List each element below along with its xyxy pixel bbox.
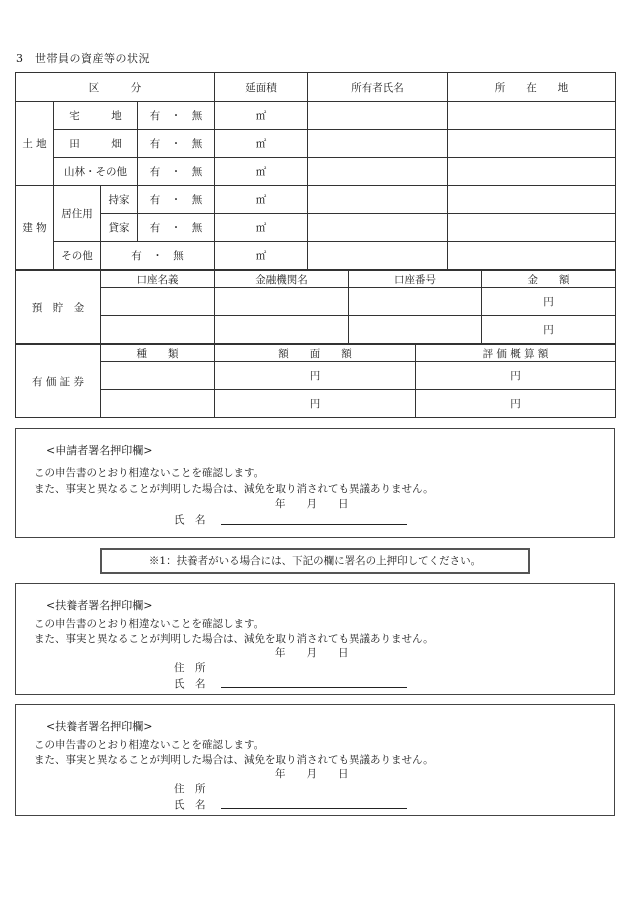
savings-table [15, 270, 616, 344]
building-label: 建 物 [16, 186, 54, 270]
supporter-signature-box [15, 704, 615, 816]
owner-cell[interactable] [308, 242, 448, 270]
section-title: 3 世帯員の資産等の状況 [16, 52, 150, 65]
area-unit: ㎡ [215, 214, 308, 242]
location-cell[interactable] [448, 186, 616, 214]
applicant-signature-box [15, 428, 615, 538]
name-input-line[interactable] [221, 808, 407, 809]
objection-text: また、事実と異なることが判明した場合は、減免を取り消されても異議ありません。 [34, 483, 434, 495]
date-field[interactable]: 年 月 日 [275, 647, 349, 659]
header-face-value: 額 面 額 [215, 345, 416, 362]
building-presence[interactable]: 有 ・ 無 [101, 242, 215, 270]
land-presence[interactable]: 有 ・ 無 [138, 130, 215, 158]
header-owner: 所有者氏名 [308, 73, 448, 102]
address-label: 住 所 [174, 662, 206, 674]
supporter-heading: <扶養者署名押印欄> [46, 599, 153, 612]
area-unit: ㎡ [215, 102, 308, 130]
header-valuation: 評 価 概 算 額 [416, 345, 616, 362]
building-type-other: その他 [54, 242, 101, 270]
supporter-signature-box [15, 583, 615, 695]
confirm-text: この申告書のとおり相違ないことを確認します。 [34, 618, 265, 630]
land-presence[interactable]: 有 ・ 無 [138, 102, 215, 130]
objection-text: また、事実と異なることが判明した場合は、減免を取り消されても異議ありません。 [34, 633, 434, 645]
building-presence[interactable]: 有 ・ 無 [138, 186, 215, 214]
header-kind: 種 類 [101, 345, 215, 362]
header-area: 延面積 [215, 73, 308, 102]
amount-cell[interactable]: 円 [482, 316, 616, 344]
name-input-line[interactable] [221, 687, 407, 688]
residential-label: 居住用 [54, 186, 101, 242]
location-cell[interactable] [448, 158, 616, 186]
land-type-field: 田 畑 [54, 130, 138, 158]
amount-cell[interactable]: 円 [482, 288, 616, 316]
building-type-owned: 持家 [101, 186, 138, 214]
valuation-cell[interactable]: 円 [416, 390, 616, 418]
kind-cell[interactable] [101, 390, 215, 418]
securities-label: 有 価 証 券 [16, 345, 101, 418]
address-label: 住 所 [174, 783, 206, 795]
applicant-heading: <申請者署名押印欄> [46, 444, 153, 457]
face-value-cell[interactable]: 円 [215, 390, 416, 418]
name-label: 氏 名 [174, 678, 206, 690]
area-unit: ㎡ [215, 242, 308, 270]
account-name-cell[interactable] [101, 288, 215, 316]
supporter-note: ※1：扶養者がいる場合には、下記の欄に署名の上押印してください。 [100, 548, 530, 574]
area-unit: ㎡ [215, 186, 308, 214]
area-unit: ㎡ [215, 130, 308, 158]
date-field[interactable]: 年 月 日 [275, 768, 349, 780]
owner-cell[interactable] [308, 214, 448, 242]
building-presence[interactable]: 有 ・ 無 [138, 214, 215, 242]
face-value-cell[interactable]: 円 [215, 362, 416, 390]
location-cell[interactable] [448, 130, 616, 158]
owner-cell[interactable] [308, 186, 448, 214]
area-unit: ㎡ [215, 158, 308, 186]
land-presence[interactable]: 有 ・ 無 [138, 158, 215, 186]
date-field[interactable]: 年 月 日 [275, 498, 349, 510]
objection-text: また、事実と異なることが判明した場合は、減免を取り消されても異議ありません。 [34, 754, 434, 766]
kind-cell[interactable] [101, 362, 215, 390]
name-input-line[interactable] [221, 524, 407, 525]
institution-cell[interactable] [215, 316, 349, 344]
name-label: 氏 名 [174, 799, 206, 811]
account-name-cell[interactable] [101, 316, 215, 344]
account-number-cell[interactable] [349, 288, 482, 316]
header-account-name: 口座名義 [101, 271, 215, 288]
supporter-heading: <扶養者署名押印欄> [46, 720, 153, 733]
owner-cell[interactable] [308, 102, 448, 130]
valuation-cell[interactable]: 円 [416, 362, 616, 390]
location-cell[interactable] [448, 102, 616, 130]
location-cell[interactable] [448, 242, 616, 270]
confirm-text: この申告書のとおり相違ないことを確認します。 [34, 467, 265, 479]
institution-cell[interactable] [215, 288, 349, 316]
header-institution: 金融機関名 [215, 271, 349, 288]
land-type-residential: 宅 地 [54, 102, 138, 130]
header-account-number: 口座番号 [349, 271, 482, 288]
savings-label: 預 貯 金 [16, 271, 101, 344]
land-type-forest: 山林・その他 [54, 158, 138, 186]
securities-table [15, 344, 616, 418]
name-label: 氏 名 [174, 514, 206, 526]
property-table [15, 72, 616, 270]
header-amount: 金 額 [482, 271, 616, 288]
owner-cell[interactable] [308, 158, 448, 186]
header-location: 所 在 地 [448, 73, 616, 102]
building-type-rental: 貸家 [101, 214, 138, 242]
confirm-text: この申告書のとおり相違ないことを確認します。 [34, 739, 265, 751]
land-label: 土 地 [16, 102, 54, 186]
owner-cell[interactable] [308, 130, 448, 158]
header-category: 区 分 [16, 73, 215, 102]
location-cell[interactable] [448, 214, 616, 242]
account-number-cell[interactable] [349, 316, 482, 344]
